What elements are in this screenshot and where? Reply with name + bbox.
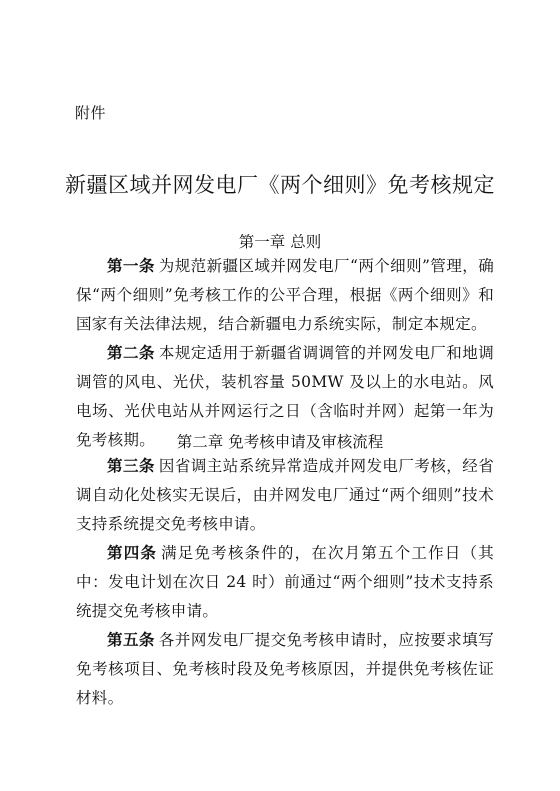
article-5 — [76, 626, 494, 713]
article-1 — [76, 252, 494, 339]
article-number: 第一条 — [107, 257, 155, 275]
article-4 — [76, 539, 494, 626]
article-text: 各并网发电厂提交免考核申请时，应按要求填写免考核项目、免考核时段及免考核原因，并提供免考核佐证材料。 — [76, 631, 494, 707]
article-number: 第四条 — [107, 544, 158, 562]
article-text: 本规定适用于新疆省调调管的并网发电厂和地调调管的风电、光伏，装机容量 50MW 及以上的水电站。风电场、光伏电站从并网运行之日（含临时并网）起第一年为免考核期。 — [76, 344, 494, 449]
article-number: 第三条 — [107, 457, 155, 475]
article-3 — [76, 452, 494, 539]
article-text: 因省调主站系统异常造成并网发电厂考核，经省调自动化处核实无误后，由并网发电厂通过“两个细则”技术支持系统提交免考核申请。 — [76, 457, 494, 533]
article-text: 满足免考核条件的，在次月第五个工作日（其中：发电计划在次日 24 时）前通过“两个细则”技术支持系统提交免考核申请。 — [76, 544, 494, 620]
chapter-1-heading: 第一章 总则 — [238, 233, 322, 251]
article-number: 第二条 — [107, 344, 155, 362]
article-text: 为规范新疆区域并网发电厂“两个细则”管理，确保“两个细则”免考核工作的公平合理，根据《两个细则》和国家有关法律法规，结合新疆电力系统实际，制定本规定。 — [76, 257, 494, 333]
attachment-label: 附件 — [75, 104, 107, 122]
article-number: 第五条 — [107, 631, 155, 649]
chapter-2-heading: 第二章 免考核申请及审核流程 — [176, 433, 384, 451]
document-title: 新疆区域并网发电厂《两个细则》免考核规定 — [65, 173, 495, 197]
